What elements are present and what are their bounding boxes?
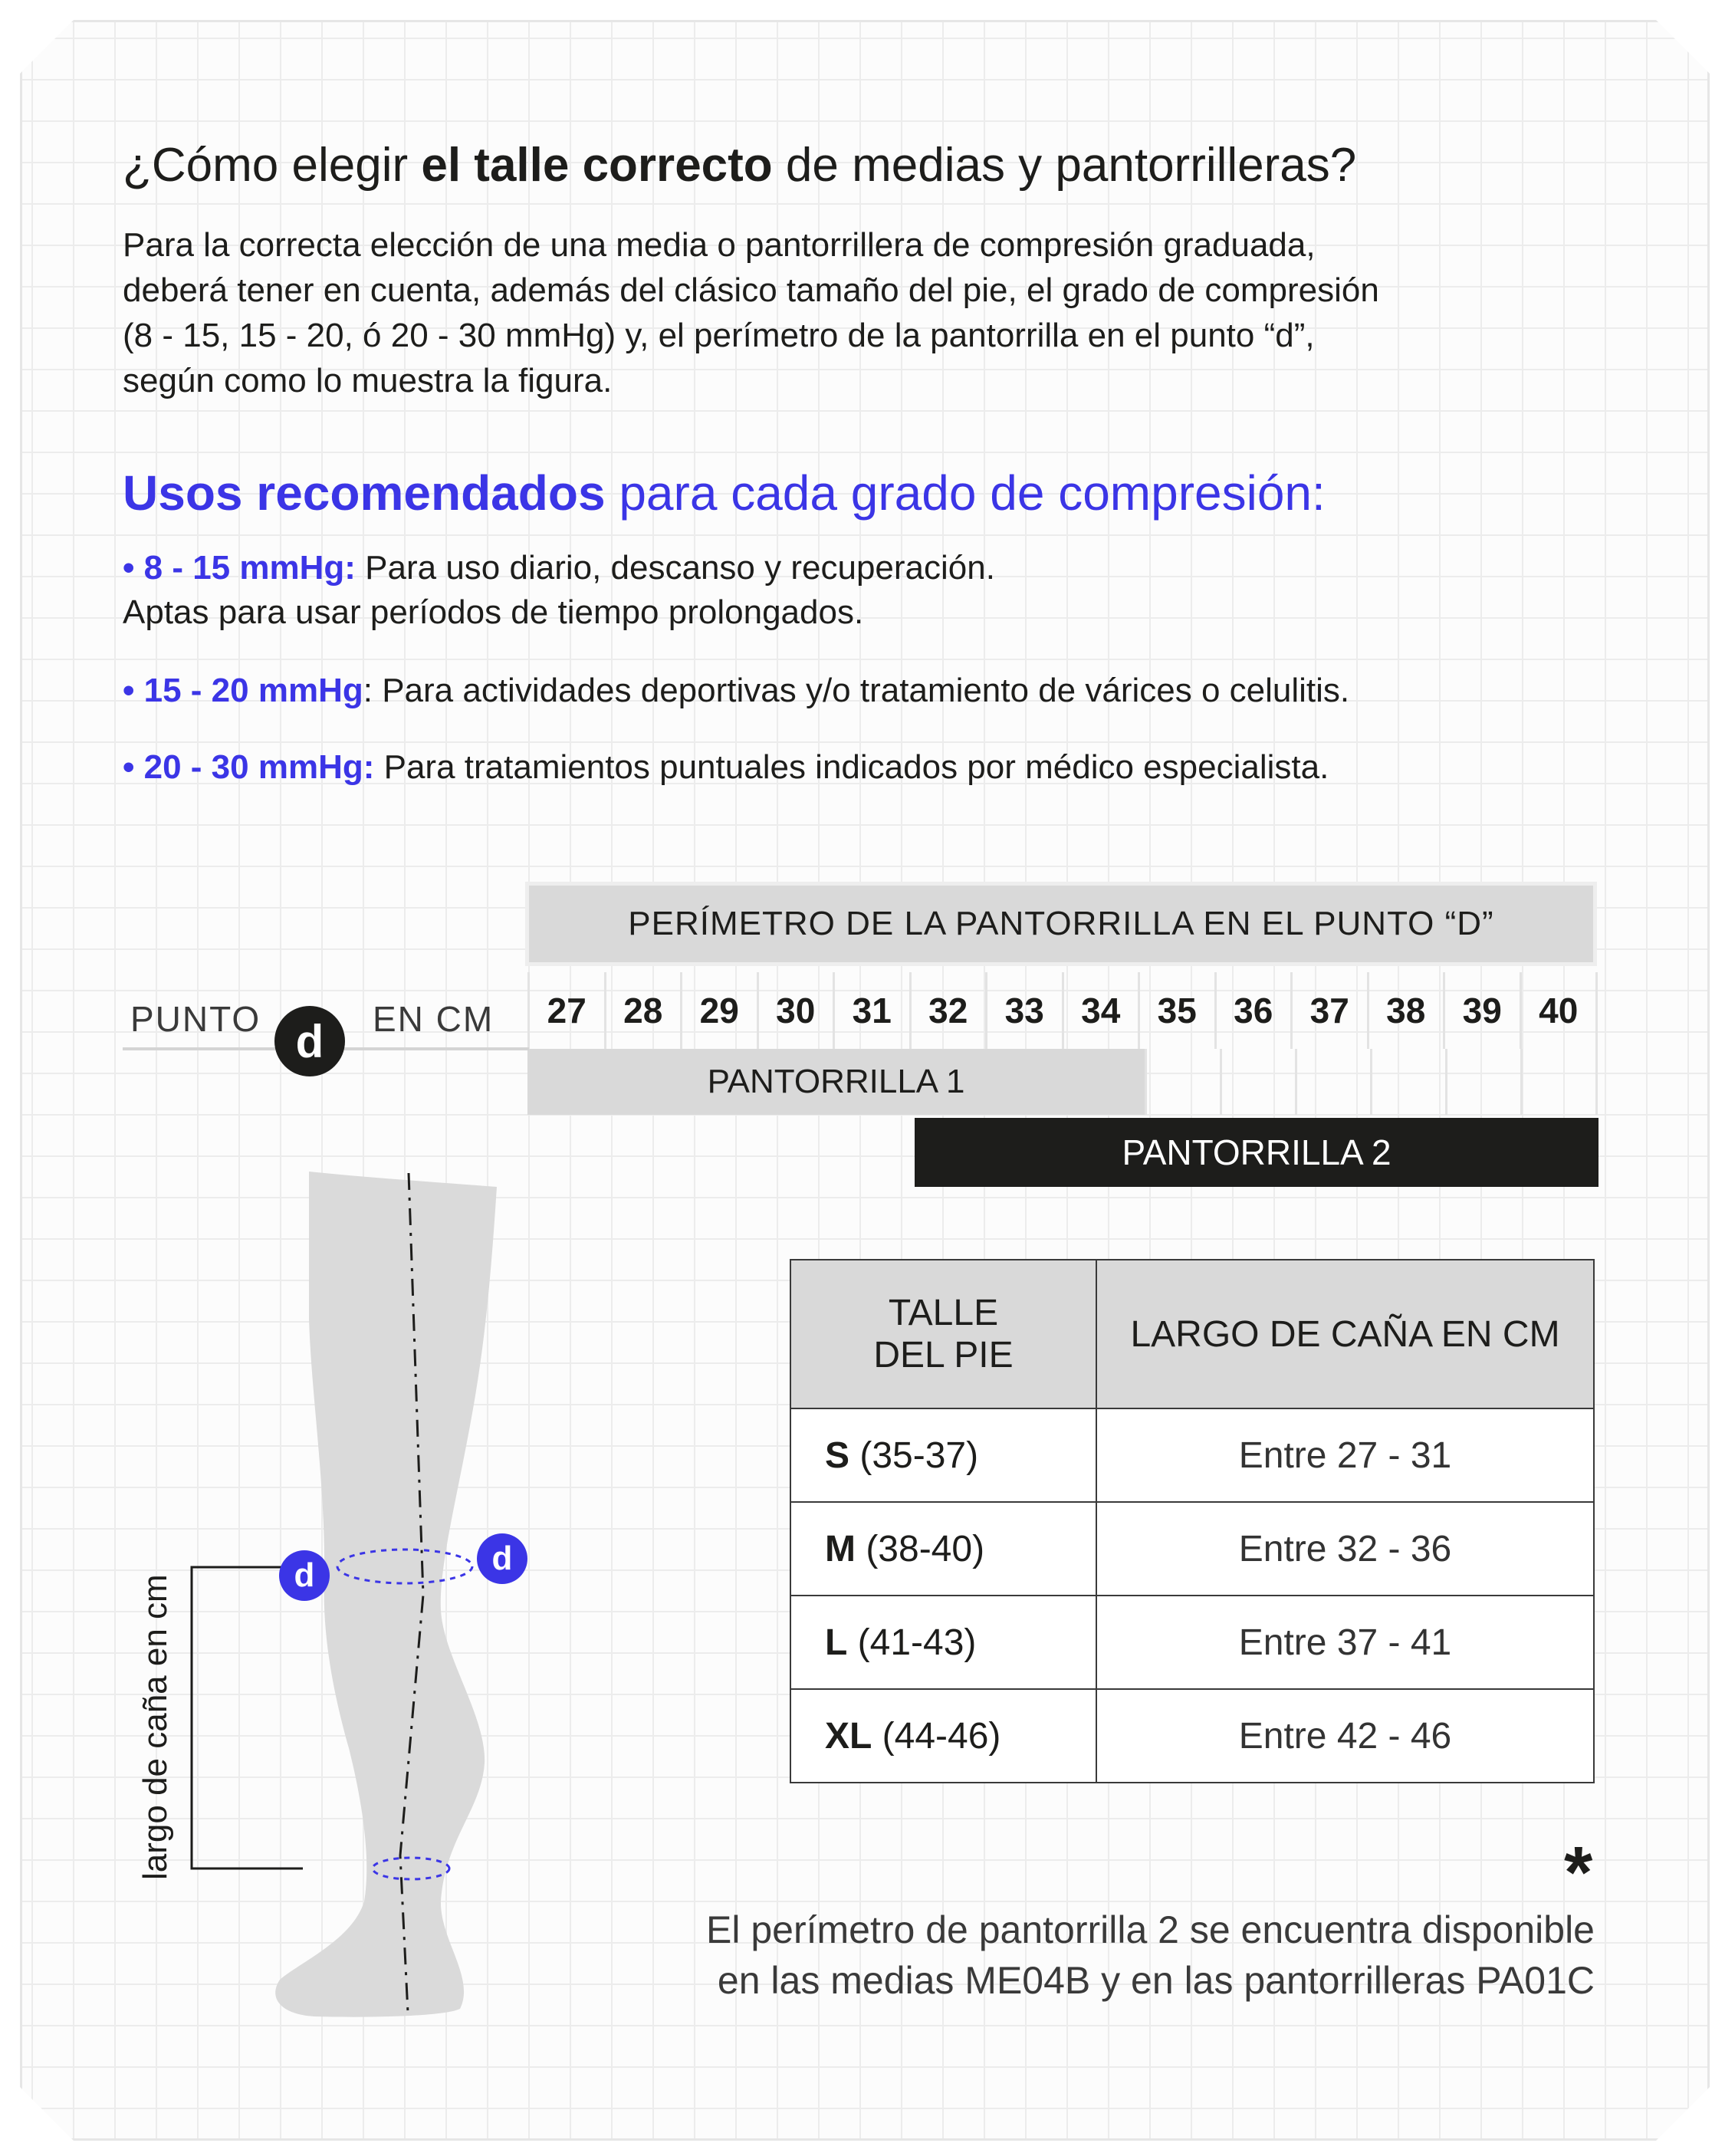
point-d-left-badge: d <box>279 1550 330 1601</box>
intro-line: deberá tener en cuenta, además del clásico tamaño del pie, el grado de compresión <box>123 271 1379 309</box>
perimeter-value: 40 <box>1520 972 1598 1049</box>
size-cell: M (38-40) <box>790 1502 1096 1596</box>
size-cell: S (35-37) <box>790 1408 1096 1502</box>
perimeter-value: 32 <box>909 972 986 1049</box>
size-table-header-foot: TALLE DEL PIE <box>790 1260 1096 1408</box>
size-table-header-length: LARGO DE CAÑA EN CM <box>1096 1260 1594 1408</box>
perimeter-value: 39 <box>1443 972 1520 1049</box>
length-cell: Entre 27 - 31 <box>1096 1408 1594 1502</box>
encm-label: EN CM <box>373 999 495 1039</box>
point-d-right-badge: d <box>477 1533 527 1584</box>
calf-2-bar: PANTORRILLA 2 <box>915 1118 1598 1187</box>
calf-1-row <box>527 1049 1598 1115</box>
length-cell: Entre 37 - 41 <box>1096 1596 1594 1689</box>
size-table <box>790 1259 1595 1783</box>
leg-illustration <box>138 1165 567 2024</box>
use-item-8-15: • 8 - 15 mmHg: Para uso diario, descanso y recuperación. Aptas para usar períodos de tiempo prolongados. <box>123 549 995 631</box>
size-cell: XL (44-46) <box>790 1689 1096 1783</box>
table-row <box>790 1689 1594 1783</box>
length-cell: Entre 32 - 36 <box>1096 1502 1594 1596</box>
perimeter-value: 30 <box>757 972 833 1049</box>
perimeter-value: 31 <box>833 972 909 1049</box>
perimeter-value: 36 <box>1214 972 1291 1049</box>
perimeter-value: 33 <box>985 972 1062 1049</box>
perimeter-value: 28 <box>604 972 681 1049</box>
perimeter-values-row <box>527 972 1598 1049</box>
asterisk-icon: * <box>1564 1832 1593 1914</box>
intro-paragraph <box>123 222 1579 403</box>
size-cell: L (41-43) <box>790 1596 1096 1689</box>
vertical-length-label: largo de caña en cm <box>136 1574 174 1880</box>
intro-line: Para la correcta elección de una media o pantorrillera de compresión graduada, <box>123 226 1316 264</box>
usos-heading: Usos recomendados para cada grado de compresión: <box>123 465 1326 521</box>
perimeter-value: 27 <box>527 972 604 1049</box>
perimeter-value: 35 <box>1138 972 1214 1049</box>
intro-line: según como lo muestra la figura. <box>123 362 613 399</box>
calf-1-empty-cells <box>1145 1049 1598 1115</box>
table-row <box>790 1502 1594 1596</box>
perimeter-value: 38 <box>1367 972 1444 1049</box>
perimeter-header: PERÍMETRO DE LA PANTORRILLA EN EL PUNTO “D” <box>525 882 1597 966</box>
calf-1-bar: PANTORRILLA 1 <box>527 1049 1145 1115</box>
perimeter-value: 34 <box>1062 972 1138 1049</box>
use-item-15-20: • 15 - 20 mmHg: Para actividades deportivas y/o tratamiento de várices o celulitis. <box>123 672 1350 709</box>
length-cell: Entre 42 - 46 <box>1096 1689 1594 1783</box>
page-title: ¿Cómo elegir el talle correcto de medias y pantorrilleras? <box>123 139 1357 192</box>
table-row <box>790 1408 1594 1502</box>
perimeter-value: 37 <box>1290 972 1367 1049</box>
perimeter-value: 29 <box>680 972 757 1049</box>
use-item-20-30: • 20 - 30 mmHg: Para tratamientos puntuales indicados por médico especialista. <box>123 748 1329 786</box>
intro-line: (8 - 15, 15 - 20, ó 20 - 30 mmHg) y, el perímetro de la pantorrilla en el punto “d”, <box>123 317 1315 354</box>
calf-2-note: El perímetro de pantorrilla 2 se encuentra disponible en las medias ME04B y en las pantorrilleras PA01C <box>705 1908 1595 2002</box>
point-d-badge: d <box>274 1006 345 1076</box>
table-row <box>790 1596 1594 1689</box>
punto-label: PUNTO <box>130 999 261 1039</box>
